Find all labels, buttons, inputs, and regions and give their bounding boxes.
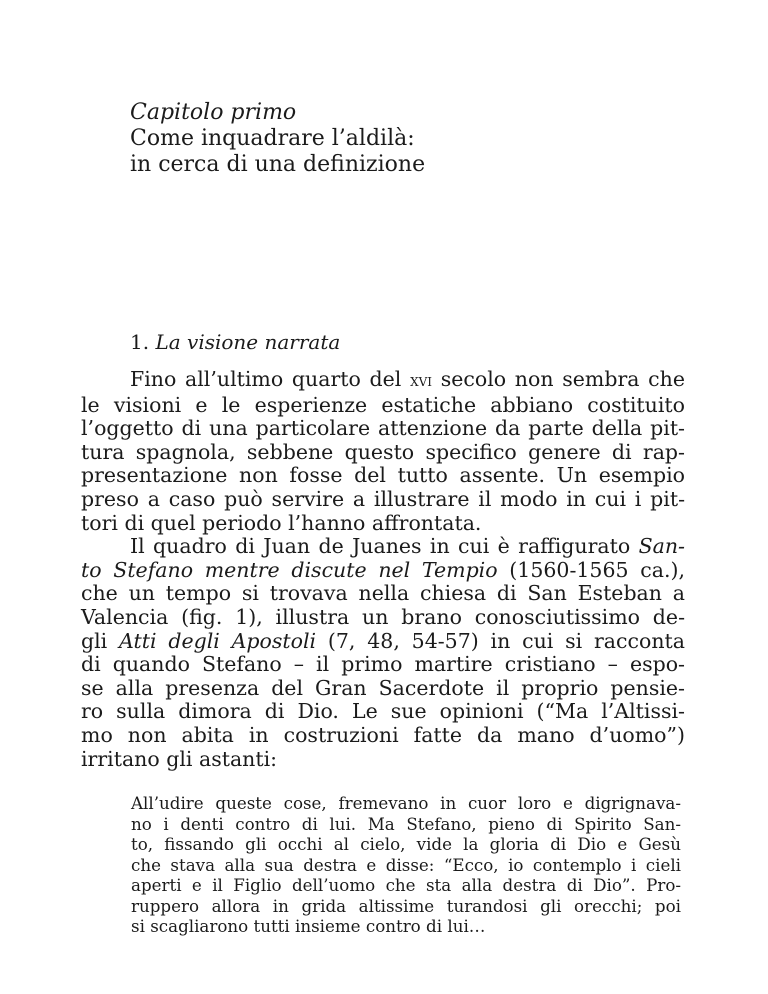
text-line: di quando Stefano – il primo martire cristiano – espo- bbox=[81, 652, 685, 677]
block-quote bbox=[131, 793, 681, 937]
quote-line: All’udire queste cose, fremevano in cuor loro e digrignava- bbox=[131, 793, 681, 813]
quote-line: che stava alla sua destra e disse: “Ecco, io contemplo i cieli bbox=[131, 854, 681, 875]
chapter-title-line-1: Come inquadrare l’aldilà: bbox=[130, 126, 415, 151]
text-line: Fino all’ultimo quarto del xvi secolo non sembra che bbox=[130, 367, 685, 391]
text-line: to Stefano mentre discute nel Tempio (1560-1565 ca.), bbox=[81, 557, 685, 582]
text-line: Il quadro di Juan de Juanes in cui è raffigurato San- bbox=[130, 534, 685, 559]
text-line: Valencia (fig. 1), illustra un brano conosciutissimo de- bbox=[81, 604, 685, 629]
text-line: irritano gli astanti: bbox=[81, 746, 278, 771]
quote-line: aperti e il Figlio dell’uomo che sta alla destra di Dio”. Pro- bbox=[131, 875, 681, 895]
section-heading bbox=[130, 330, 340, 354]
text-line: gli Atti degli Apostoli (7, 48, 54-57) in cui si racconta bbox=[81, 628, 685, 653]
text-line: tori di quel periodo l’hanno affrontata. bbox=[81, 510, 482, 535]
text-line: mo non abita in costruzioni fatte da mano d’uomo”) bbox=[81, 722, 685, 747]
section-title: La visione narrata bbox=[155, 330, 341, 354]
chapter-heading bbox=[130, 100, 425, 178]
text-line: tura spagnola, sebbene questo specifico genere di rap- bbox=[81, 439, 685, 464]
quote-line: no i denti contro di lui. Ma Stefano, pieno di Spirito San- bbox=[131, 813, 681, 834]
quote-line: ruppero allora in grida altissime turandosi gli orecchi; poi bbox=[131, 895, 681, 916]
body-text bbox=[81, 368, 685, 771]
chapter-label: Capitolo primo bbox=[130, 100, 297, 125]
text-line: preso a caso può servire a illustrare il modo in cui i pit- bbox=[81, 486, 685, 511]
text-line: che un tempo si trovava nella chiesa di San Esteban a bbox=[81, 581, 685, 606]
chapter-title-line-2: in cerca di una definizione bbox=[130, 152, 426, 177]
quote-line: to, fissando gli occhi al cielo, vide la gloria di Dio e Gesù bbox=[131, 834, 681, 854]
text-line: presentazione non fosse del tutto assente. Un esempio bbox=[81, 463, 685, 488]
section-number: 1. bbox=[130, 330, 150, 354]
text-line: l’oggetto di una particolare attenzione da parte della pit- bbox=[81, 416, 685, 441]
text-line: le visioni e le esperienze estatiche abbiano costituito bbox=[81, 392, 685, 417]
text-line: ro sulla dimora di Dio. Le sue opinioni (“Ma l’Altissi- bbox=[81, 699, 685, 724]
quote-line: si scagliarono tutti insieme contro di lui… bbox=[131, 916, 486, 936]
text-line: se alla presenza del Gran Sacerdote il proprio pensie- bbox=[81, 675, 685, 700]
